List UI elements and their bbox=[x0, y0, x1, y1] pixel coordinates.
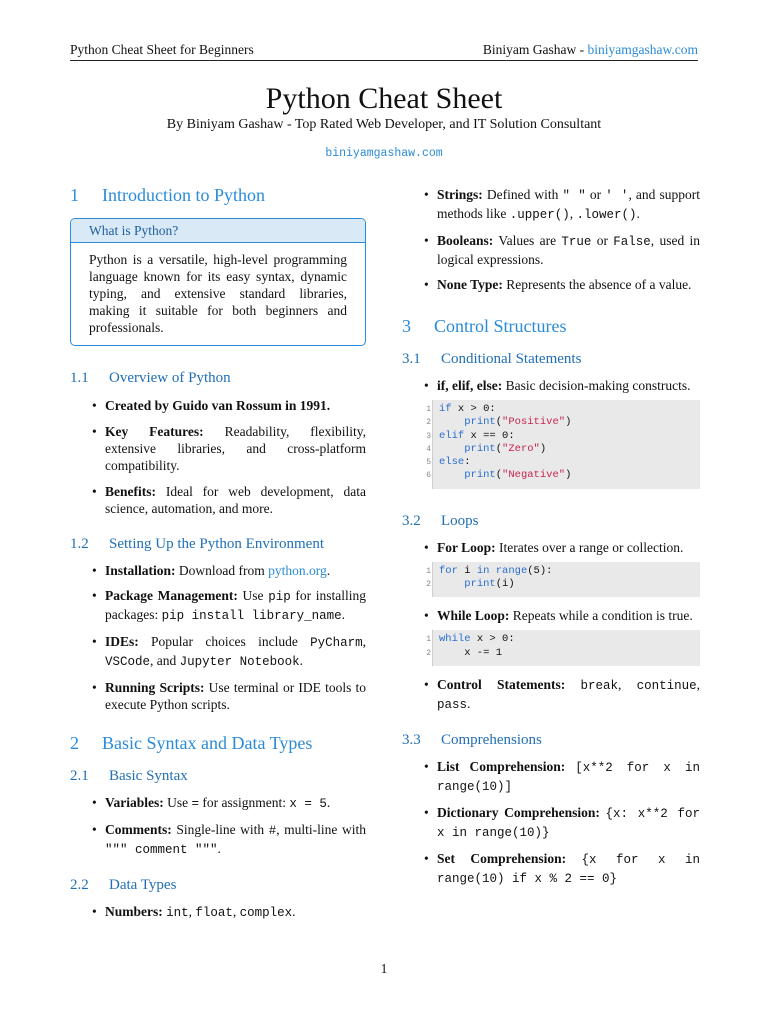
title-block bbox=[0, 82, 768, 162]
list-item: • Strings: Defined with " " or ' ', and support methods like .upper(), .lower(). bbox=[402, 186, 700, 224]
header-link[interactable]: biniyamgashaw.com bbox=[587, 42, 698, 57]
subsection-heading: 3.1 Conditional Statements bbox=[402, 351, 582, 367]
info-box bbox=[70, 218, 366, 346]
bullet-list bbox=[70, 794, 366, 859]
code-line: 2 print (i) bbox=[426, 578, 515, 591]
bullet-list bbox=[70, 397, 366, 517]
code-line: 6 print ( "Negative" ) bbox=[426, 469, 572, 482]
bullet-list bbox=[70, 903, 366, 922]
list-item: • Variables: Use = for assignment: x = 5. bbox=[70, 794, 366, 813]
list-item: • Installation: Download from python.org. bbox=[70, 562, 366, 579]
code-block bbox=[426, 630, 700, 666]
section-heading: 2 Basic Syntax and Data Types bbox=[70, 733, 313, 753]
bullet-list bbox=[402, 758, 700, 888]
code-line: 3 elif x == 0: bbox=[426, 429, 515, 442]
bullet-list bbox=[402, 539, 700, 556]
code-line: 2 print ( "Positive" ) bbox=[426, 416, 572, 429]
list-item: • Key Features: Readability, flexibility, extensive libraries, and cross-platform compatibility. bbox=[70, 423, 366, 474]
list-item: • Booleans: Values are True or False, used in logical expressions. bbox=[402, 232, 700, 268]
list-item: • List Comprehension: [x**2 for x in range(10)] bbox=[402, 758, 700, 796]
list-item: • Package Management: Use pip for installing packages: pip install library_name. bbox=[70, 587, 366, 625]
subsection-heading: 3.2 Loops bbox=[402, 512, 479, 529]
code-line: 4 print ( "Zero" ) bbox=[426, 442, 547, 455]
python-org-link[interactable]: python.org bbox=[268, 563, 327, 578]
left-column bbox=[70, 184, 366, 922]
list-item: • Control Statements: break, continue, pass. bbox=[402, 676, 700, 714]
list-item: • Comments: Single-line with #, multi-line with """ comment """. bbox=[70, 821, 366, 859]
code-line: 2 x -= 1 bbox=[426, 646, 503, 659]
list-item: • Benefits: Ideal for web development, data science, automation, and more. bbox=[70, 483, 366, 517]
list-item: • Created by Guido van Rossum in 1991. bbox=[70, 397, 366, 414]
bullet-list bbox=[402, 676, 700, 714]
list-item: • if, elif, else: Basic decision-making constructs. bbox=[402, 377, 700, 394]
subsection-heading: 1.2 Setting Up the Python Environment bbox=[70, 536, 324, 552]
code-block bbox=[426, 400, 700, 489]
page-title: Python Cheat Sheet bbox=[265, 82, 503, 115]
bullet-list bbox=[402, 607, 700, 624]
subsection-heading: 2.1 Basic Syntax bbox=[70, 768, 188, 784]
list-item: • While Loop: Repeats while a condition is true. bbox=[402, 607, 700, 624]
subsection-heading: 2.2 Data Types bbox=[70, 877, 177, 893]
section-heading: 1 Introduction to Python bbox=[70, 185, 265, 205]
info-box-text: Python is a versatile, high-level programming language known for its easy syntax, dynamic typing, and extensive standard libraries, making it suitable for both beginners and professionals. bbox=[89, 252, 347, 335]
list-item: • Dictionary Comprehension: {x: x**2 for x in range(10)} bbox=[402, 804, 700, 842]
section-heading: 3 Control Structures bbox=[402, 316, 567, 336]
page-number: 1 bbox=[380, 961, 388, 976]
running-header bbox=[70, 41, 698, 61]
info-box-title: What is Python? bbox=[71, 219, 365, 243]
subsection-heading: 3.3 Comprehensions bbox=[402, 731, 542, 748]
site-link[interactable]: biniyamgashaw.com bbox=[325, 147, 443, 160]
page-subtitle: By Biniyam Gashaw - Top Rated Web Developer, and IT Solution Consultant bbox=[166, 117, 602, 132]
code-line: 1 while x > 0: bbox=[426, 633, 515, 646]
subsection-heading: 1.1 Overview of Python bbox=[70, 370, 231, 386]
list-item: • IDEs: Popular choices include PyCharm, VSCode, and Jupyter Notebook. bbox=[70, 633, 366, 671]
list-item: • Running Scripts: Use terminal or IDE tools to execute Python scripts. bbox=[70, 679, 366, 713]
code-line: 1 if x > 0: bbox=[426, 403, 496, 415]
list-item: • Set Comprehension: {x for x in range(10) if x % 2 == 0} bbox=[402, 850, 700, 888]
code-line: 5 else : bbox=[426, 456, 471, 469]
header-title: Python Cheat Sheet for Beginners bbox=[70, 42, 254, 57]
list-item: • None Type: Represents the absence of a value. bbox=[402, 276, 700, 293]
right-column bbox=[402, 186, 700, 888]
header-author: Biniyam Gashaw - biniyamgashaw.com bbox=[482, 42, 698, 57]
bullet-list bbox=[402, 377, 700, 394]
list-item: • For Loop: Iterates over a range or collection. bbox=[402, 539, 700, 556]
list-item: • Numbers: int, float, complex. bbox=[70, 903, 366, 922]
bullet-list bbox=[402, 186, 700, 293]
bullet-list bbox=[70, 562, 366, 713]
code-block bbox=[426, 562, 700, 598]
code-line: 1 for i in range (5): bbox=[426, 564, 553, 577]
